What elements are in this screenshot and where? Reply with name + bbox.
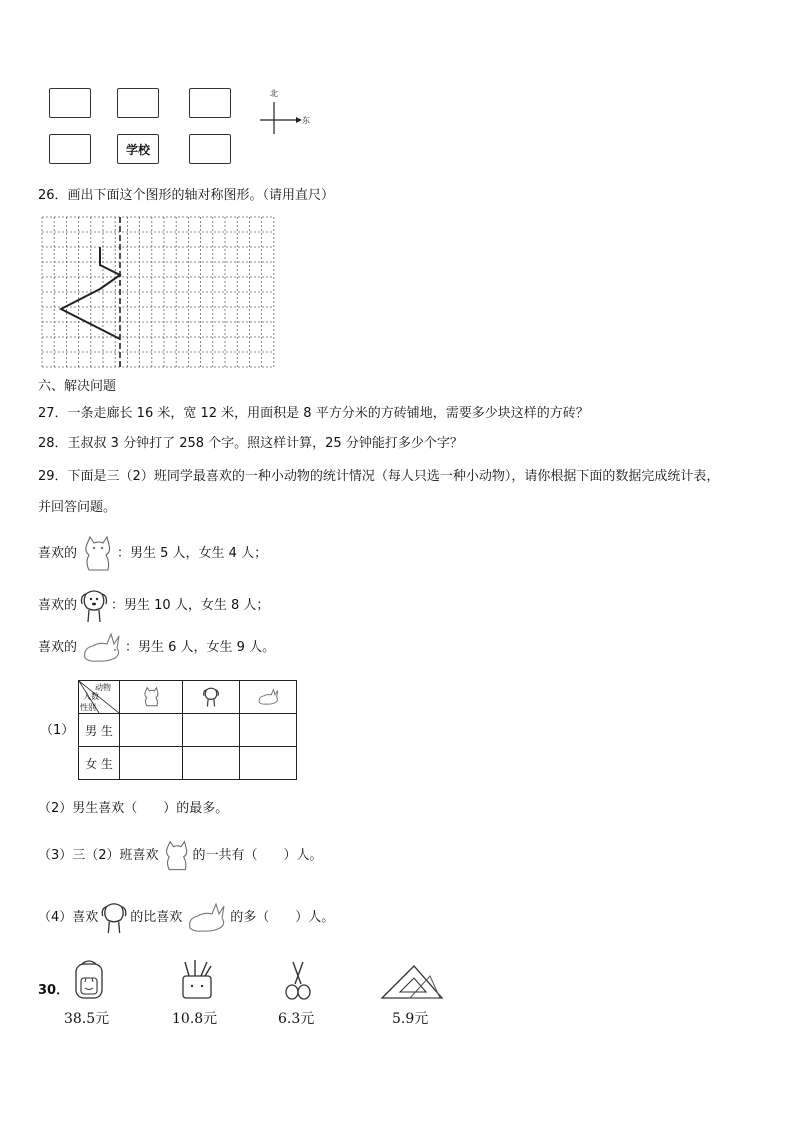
map-box-6 — [189, 134, 231, 164]
sub4-suffix: 的多（ ）人。 — [230, 910, 335, 925]
q29-sub3 — [38, 836, 323, 876]
compass — [258, 89, 310, 140]
school-label: 学校 — [125, 142, 150, 157]
compass-east: 东 — [302, 116, 310, 125]
cell-boys-dog[interactable] — [183, 714, 240, 747]
header-gender: 性别 — [80, 703, 96, 712]
header-dog-cell — [183, 681, 240, 714]
section-6-title: 六、解决问题 — [38, 379, 117, 394]
map-box-2 — [117, 88, 159, 118]
cell-girls-cat[interactable] — [120, 747, 183, 780]
sub4-middle: 的比喜欢 — [130, 910, 183, 925]
table-header-row — [79, 681, 297, 714]
cat-icon — [77, 534, 117, 574]
q30-item-pencil-holder — [172, 958, 222, 1006]
cat-icon — [140, 686, 162, 708]
dog-icon — [77, 586, 111, 626]
price-scissors: 6.3元 — [278, 1011, 315, 1027]
scissors-icon — [281, 958, 315, 1002]
likes-cat-text: ：男生 5 人，女生 4 人； — [117, 546, 268, 561]
header-rabbit-cell — [240, 681, 297, 714]
price-backpack: 38.5元 — [64, 1011, 110, 1027]
q29-intro-line2: 并回答问题。 — [38, 500, 117, 515]
table-row-girls — [79, 747, 297, 780]
compass-cross-icon — [258, 92, 308, 140]
price-pencil-holder: 10.8元 — [172, 1011, 218, 1027]
rabbit-icon — [77, 628, 125, 668]
likes-prefix: 喜欢的 — [38, 640, 78, 655]
q29-intro-line1: 29．下面是三（2）班同学最喜欢的一种小动物的统计情况（每人只选一种小动物），请你根据下面的数据完成统计表， — [38, 469, 720, 484]
q26-text: 26．画出下面这个图形的轴对称图形。（请用直尺） — [38, 188, 335, 203]
cell-boys-rabbit[interactable] — [240, 714, 297, 747]
likes-rabbit-row — [38, 628, 275, 668]
q29-sub4 — [38, 898, 334, 938]
stat-table — [78, 680, 297, 780]
q30-item-set-square — [380, 962, 444, 1006]
q27-text: 27．一条走廊长 16 米，宽 12 米，用面积是 8 平方分米的方砖铺地，需要多少块这样的方砖？ — [38, 406, 589, 421]
header-animal: 动物 — [95, 683, 111, 692]
row-boys-label: 男 生 — [79, 714, 120, 747]
price-set-square: 5.9元 — [392, 1011, 429, 1027]
likes-dog-row — [38, 586, 269, 626]
table-label: （1） — [40, 723, 75, 738]
cat-icon — [159, 836, 193, 876]
likes-prefix: 喜欢的 — [38, 598, 78, 613]
sub4-prefix: （4）喜欢 — [38, 910, 99, 925]
header-cat-cell — [120, 681, 183, 714]
row-girls-label: 女 生 — [79, 747, 120, 780]
table-corner-cell — [79, 681, 120, 714]
likes-dog-text: ：男生 10 人，女生 8 人； — [111, 598, 270, 613]
q29-sub2: （2）男生喜欢（ ）的最多。 — [38, 801, 229, 816]
dog-icon — [98, 898, 130, 938]
rabbit-icon — [255, 686, 281, 708]
q30-item-backpack — [64, 958, 114, 1006]
likes-rabbit-text: ：男生 6 人，女生 9 人。 — [125, 640, 276, 655]
q28-text: 28．王叔叔 3 分钟打了 258 个字。照这样计算，25 分钟能打多少个字？ — [38, 436, 463, 451]
map-box-1 — [49, 88, 91, 118]
cell-boys-cat[interactable] — [120, 714, 183, 747]
backpack-icon — [72, 958, 106, 1002]
map-box-school — [117, 134, 159, 164]
map-box-4 — [49, 134, 91, 164]
likes-prefix: 喜欢的 — [38, 546, 78, 561]
table-row-boys — [79, 714, 297, 747]
set-square-icon — [380, 962, 444, 1002]
cell-girls-dog[interactable] — [183, 747, 240, 780]
sub3-suffix: 的一共有（ ）人。 — [192, 848, 323, 863]
q30-item-scissors — [278, 958, 318, 1006]
pencil-holder-icon — [177, 958, 217, 1002]
header-count: 人数 — [83, 692, 99, 701]
likes-cat-row — [38, 534, 267, 574]
dog-icon — [201, 685, 221, 709]
rabbit-icon — [182, 898, 230, 938]
compass-north: 北 — [270, 89, 278, 98]
cell-girls-rabbit[interactable] — [240, 747, 297, 780]
symmetry-grid — [40, 215, 276, 371]
grid-lines — [42, 217, 274, 367]
map-box-3 — [189, 88, 231, 118]
q30-label: 30． — [38, 983, 70, 998]
sub3-prefix: （3）三（2）班喜欢 — [38, 848, 159, 863]
